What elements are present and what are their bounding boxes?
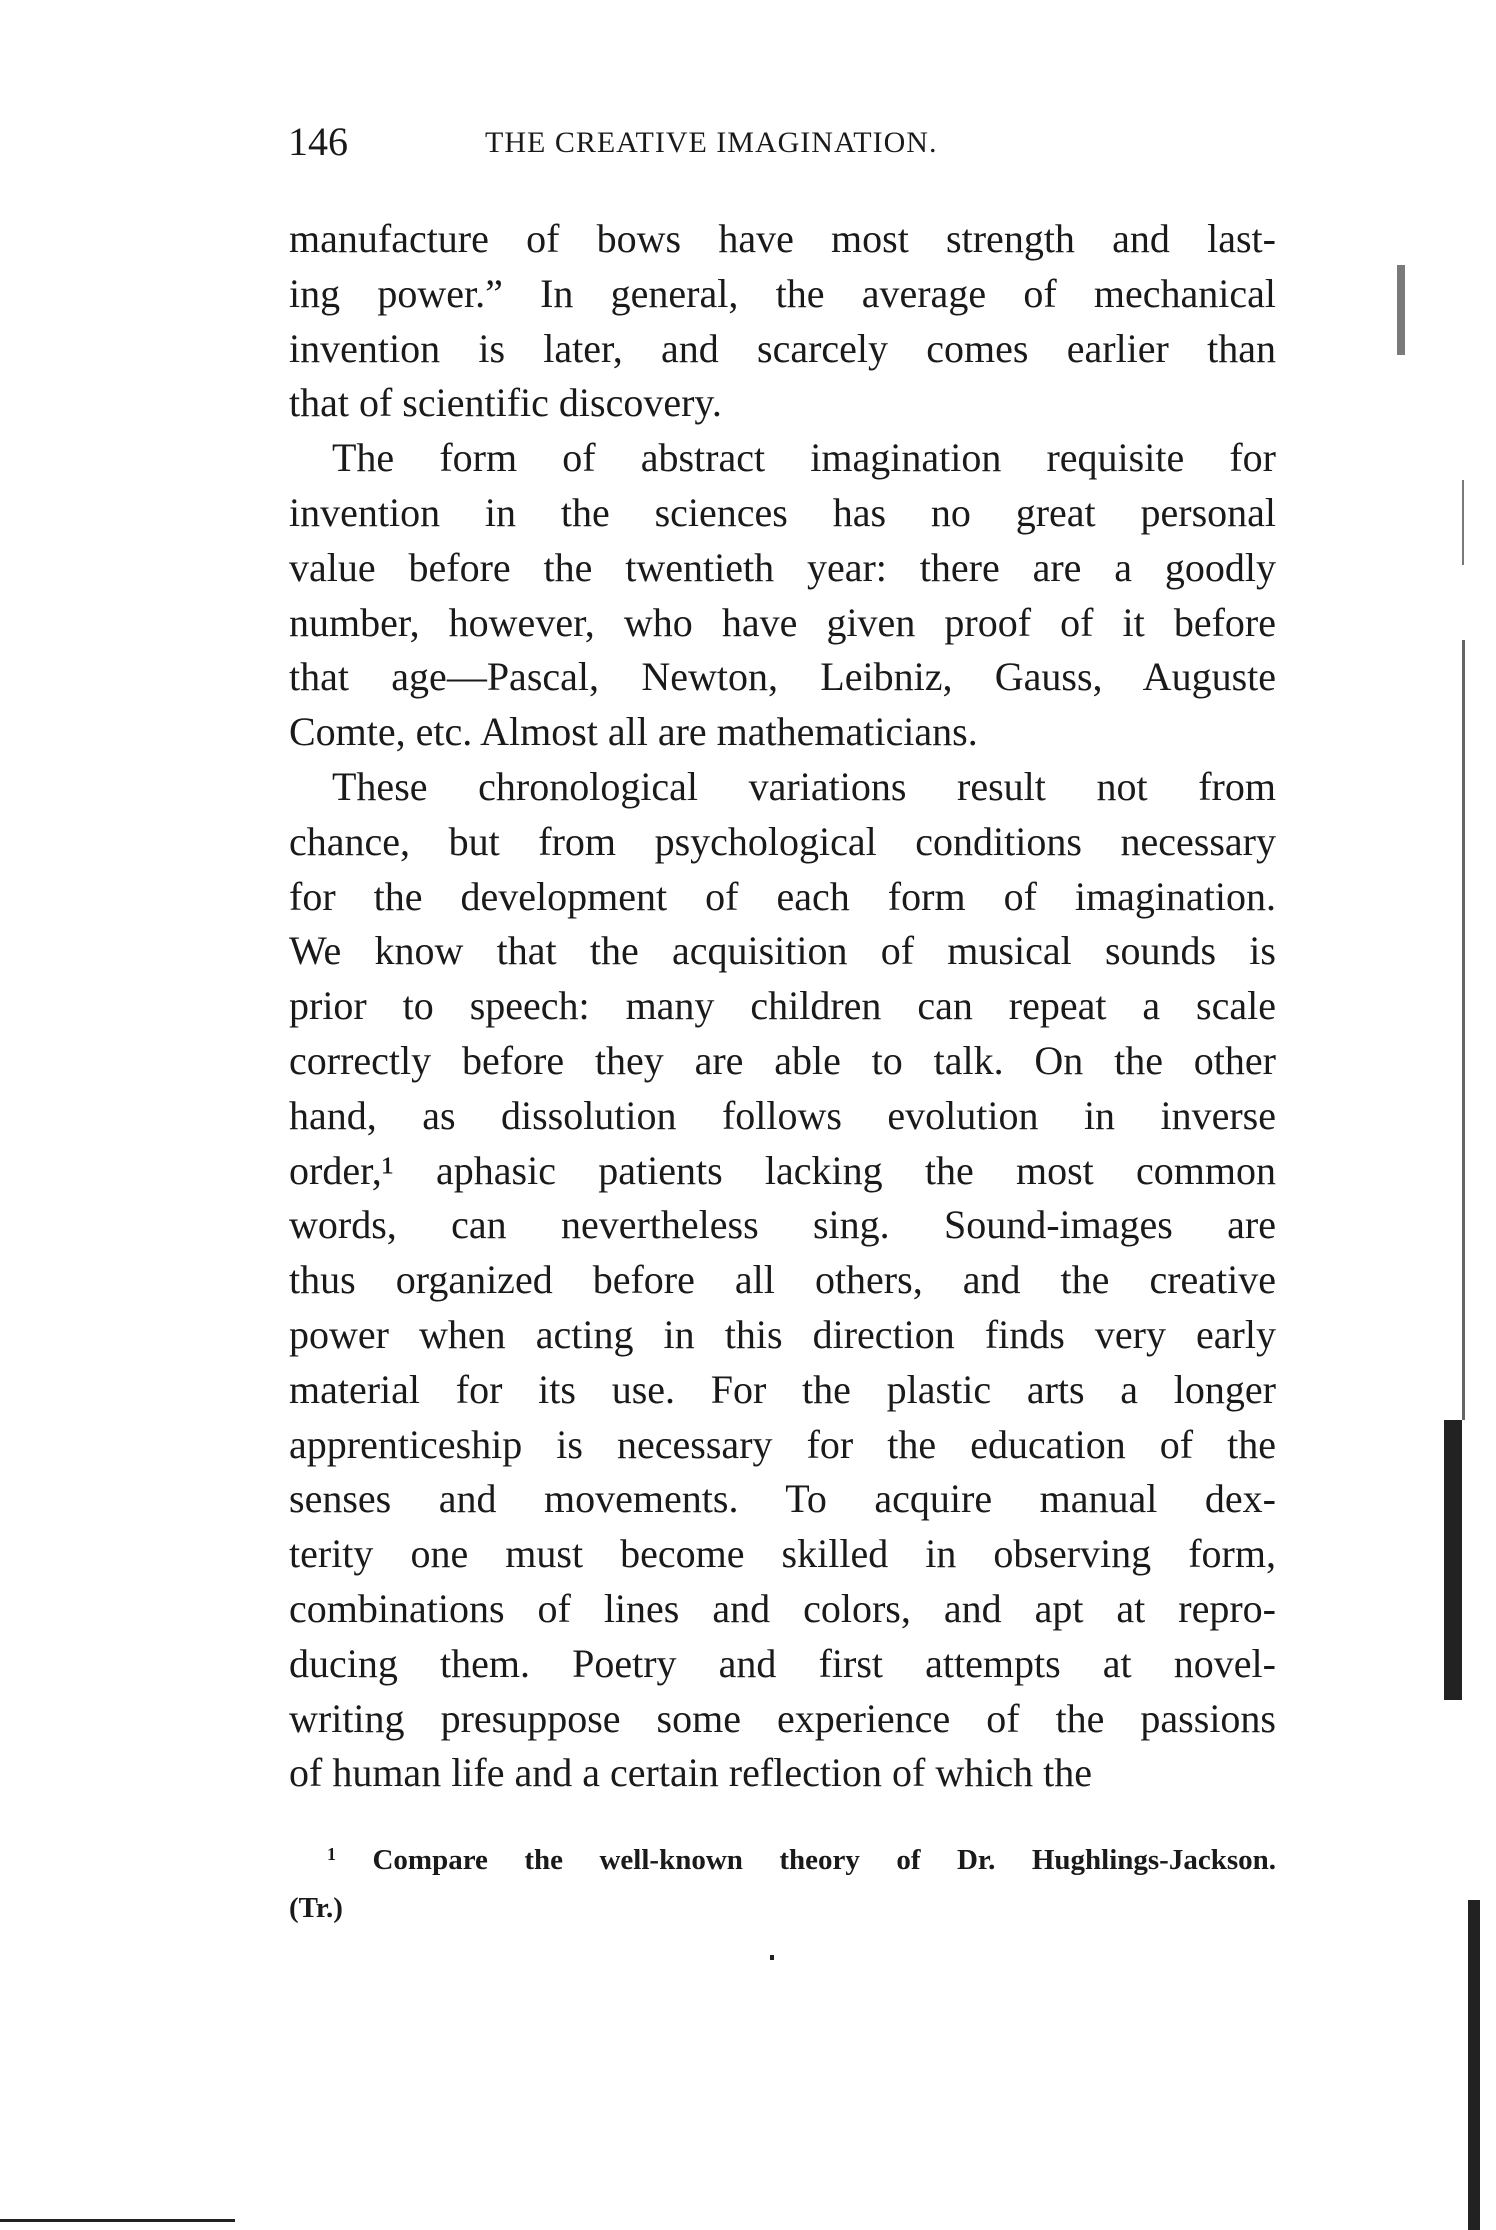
text-line: words, can nevertheless sing. Sound-images are: [289, 1202, 1276, 1248]
text-line: These chronological variations result not from: [332, 763, 1276, 809]
text-line: Comte, etc. Almost all are mathematicians.: [289, 709, 978, 755]
text-line: value before the twentieth year: there are a goodly: [289, 544, 1276, 590]
text-line: combinations of lines and colors, and apt at repro-: [289, 1585, 1276, 1631]
text-line: The form of abstract imagination requisite for: [332, 435, 1276, 481]
footnote-text-cont: (Tr.): [289, 1892, 343, 1924]
body-text: [289, 212, 1276, 1801]
running-header: [288, 118, 1278, 174]
text-line: number, however, who have given proof of it before: [289, 599, 1276, 645]
running-title: THE CREATIVE IMAGINATION.: [485, 126, 938, 159]
footnote: [289, 1830, 1276, 1932]
scan-artifact: [1462, 640, 1465, 1420]
text-line: order,¹ aphasic patients lacking the most common: [289, 1147, 1276, 1193]
text-line: manufacture of bows have most strength and last-: [289, 216, 1276, 261]
text-line: We know that the acquisition of musical sounds is: [289, 928, 1276, 974]
text-line: correctly before they are able to talk. On the other: [289, 1037, 1276, 1083]
text-line: chance, but from psychological conditions necessary: [289, 818, 1276, 864]
scan-artifact: [0, 2219, 235, 2222]
text-line: invention is later, and scarcely comes earlier than: [289, 325, 1276, 371]
footnote-text: Compare the well-known theory of Dr. Hughlings-Jackson.: [372, 1844, 1276, 1876]
text-line: terity one must become skilled in observing form,: [289, 1531, 1276, 1577]
scan-artifact: [1444, 1420, 1462, 1700]
page-number: 146: [288, 119, 348, 164]
text-line: prior to speech: many children can repeat a scale: [289, 983, 1276, 1029]
text-line: that age—Pascal, Newton, Leibniz, Gauss, Auguste: [289, 654, 1276, 700]
scan-artifact: [770, 1955, 774, 1960]
scan-artifact: [1468, 1900, 1480, 2230]
text-line: thus organized before all others, and the creative: [289, 1257, 1276, 1303]
text-line: invention in the sciences has no great personal: [289, 489, 1276, 535]
text-line: senses and movements. To acquire manual dex-: [289, 1476, 1276, 1522]
text-line: apprenticeship is necessary for the education of the: [289, 1421, 1276, 1467]
text-line: ducing them. Poetry and first attempts at novel-: [289, 1640, 1276, 1686]
text-line: for the development of each form of imagination.: [289, 873, 1276, 919]
scan-artifact: [1462, 480, 1464, 565]
text-line: ing power.” In general, the average of mechanical: [289, 270, 1276, 316]
text-line: material for its use. For the plastic arts a longer: [289, 1366, 1276, 1412]
footnote-marker: 1: [327, 1844, 336, 1864]
scan-artifact: [1397, 265, 1405, 355]
text-line: hand, as dissolution follows evolution in inverse: [289, 1092, 1276, 1138]
text-line: that of scientific discovery.: [289, 380, 722, 426]
text-line: power when acting in this direction finds very early: [289, 1311, 1276, 1357]
text-line: of human life and a certain reflection of which the: [289, 1750, 1092, 1796]
text-line: writing presuppose some experience of the passions: [289, 1695, 1276, 1741]
